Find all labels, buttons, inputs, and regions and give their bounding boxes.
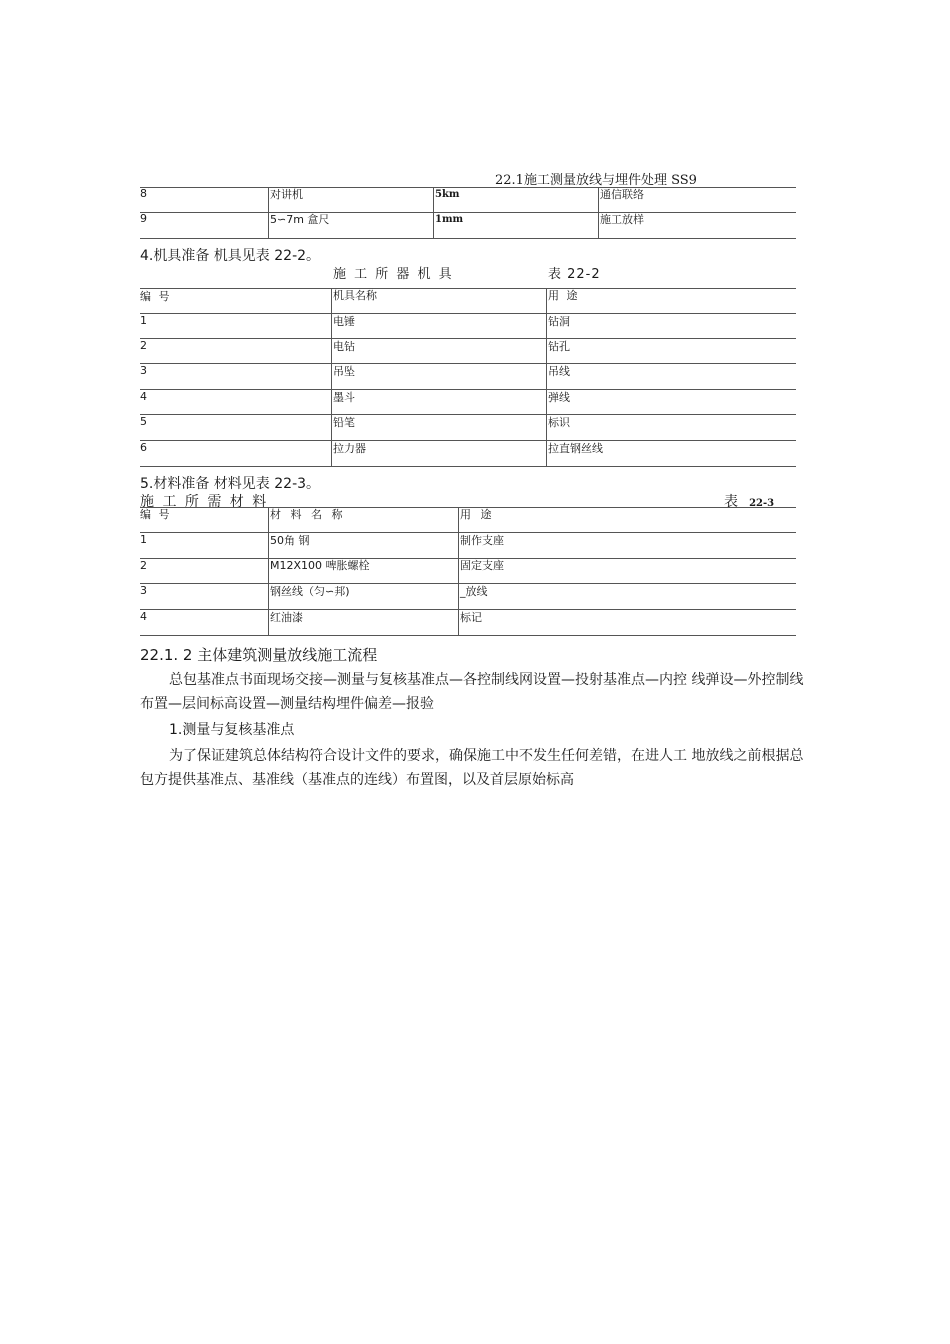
table-cell-no: 1	[140, 314, 147, 327]
table-22-3-title: 施 工 所 需 材 料	[140, 494, 269, 510]
table-cell-no: 3	[140, 364, 147, 377]
table-header-material: 材 料 名 称	[270, 508, 346, 521]
table-cell-no: 8	[140, 187, 147, 200]
table-cell-spec: 1mm	[435, 214, 464, 225]
table-cell-name: 吊坠	[333, 365, 355, 378]
subheading-1: 1.测量与复核基准点	[169, 722, 295, 738]
table-rule	[140, 389, 796, 390]
column-divider	[458, 507, 459, 635]
column-divider	[268, 507, 269, 635]
table-cell-use: 施工放样	[600, 213, 644, 226]
table-rule	[140, 363, 796, 364]
table-rule	[140, 466, 796, 467]
table-number-value: 22-3	[749, 498, 775, 509]
table-cell-use: _放线	[460, 585, 488, 598]
table-cell-no: 6	[140, 441, 147, 454]
page-header: 22.1施工测量放线与埋件处理 SS9	[495, 173, 697, 188]
table-22-2-number: 表 22-2	[548, 267, 601, 282]
table-cell-no: 9	[140, 212, 147, 225]
table-rule	[140, 212, 796, 213]
table-cell-name: 电钻	[333, 340, 355, 353]
table-number-label: 表	[724, 494, 738, 510]
table-cell-spec: 5km	[435, 189, 460, 200]
table-cell-use: 标记	[460, 611, 482, 624]
table-rule	[140, 238, 796, 239]
table-cell-material: 钢丝线（匀∽邦)	[270, 585, 350, 598]
section-4-heading: 4.机具准备 机具见表 22-2。	[140, 248, 321, 264]
table-header-no: 编 号	[140, 290, 172, 303]
table-cell-name: 5∽7m 盒尺	[270, 213, 330, 226]
column-divider	[331, 288, 332, 466]
section-5-heading: 5.材料准备 材料见表 22-3。	[140, 476, 321, 492]
flow-paragraph: 总包基准点书面现场交接—测量与复核基准点—各控制线网设置—投射基准点—内控 线弹设—外控制线布置—层间标高设置—测量结构埋件偏差—报验	[140, 672, 804, 712]
table-cell-use: 制作支座	[460, 534, 504, 547]
table-rule	[140, 532, 796, 533]
table-cell-use: 弹线	[548, 391, 570, 404]
table-cell-use: 钻洞	[548, 315, 570, 328]
table-cell-use: 固定支座	[460, 559, 504, 572]
table-rule	[140, 583, 796, 584]
table-header-name: 机具名称	[333, 289, 377, 302]
table-cell-use: 吊线	[548, 365, 570, 378]
table-cell-name: 铅笔	[333, 416, 355, 429]
table-rule	[140, 414, 796, 415]
table-cell-name: 墨斗	[333, 391, 355, 404]
table-header-no: 编 号	[140, 508, 172, 521]
table-rule	[140, 635, 796, 636]
table-cell-no: 2	[140, 559, 147, 572]
table-cell-no: 5	[140, 415, 147, 428]
column-divider	[598, 187, 599, 238]
table-rule	[140, 288, 796, 289]
section-22-1-2-heading: 22.1. 2 主体建筑测量放线施工流程	[140, 646, 378, 664]
column-divider	[546, 288, 547, 466]
table-cell-material: 50角 钢	[270, 534, 310, 547]
table-cell-material: 红油漆	[270, 611, 303, 624]
table-22-3-number	[724, 491, 774, 511]
table-cell-material: M12X100 啤胀螺栓	[270, 559, 370, 572]
table-22-2-title: 施 工 所 器 机 具	[333, 267, 454, 282]
table-cell-use: 钻孔	[548, 340, 570, 353]
body-paragraph: 为了保证建筑总体结构符合设计文件的要求，确保施工中不发生任何差错，在进人工 地放线之前根据总包方提供基准点、基准线（基准点的连线）布置图，以及首层原始标高	[140, 748, 804, 788]
column-divider	[433, 187, 434, 238]
table-cell-name: 拉力器	[333, 442, 366, 455]
table-rule	[140, 440, 796, 441]
table-rule	[140, 609, 796, 610]
table-cell-no: 1	[140, 533, 147, 546]
table-rule	[140, 187, 796, 188]
table-header-use: 用 途	[548, 289, 580, 302]
table-rule	[140, 313, 796, 314]
column-divider	[268, 187, 269, 238]
table-cell-no: 3	[140, 584, 147, 597]
table-cell-use: 拉直钢丝线	[548, 442, 603, 455]
table-rule	[140, 338, 796, 339]
table-cell-name: 对讲机	[270, 188, 303, 201]
table-cell-use: 标识	[548, 416, 570, 429]
table-header-use: 用 途	[460, 508, 495, 521]
table-cell-no: 4	[140, 610, 147, 623]
table-cell-no: 4	[140, 390, 147, 403]
table-cell-use: 通信联络	[600, 188, 644, 201]
table-cell-no: 2	[140, 339, 147, 352]
table-cell-name: 电锤	[333, 315, 355, 328]
